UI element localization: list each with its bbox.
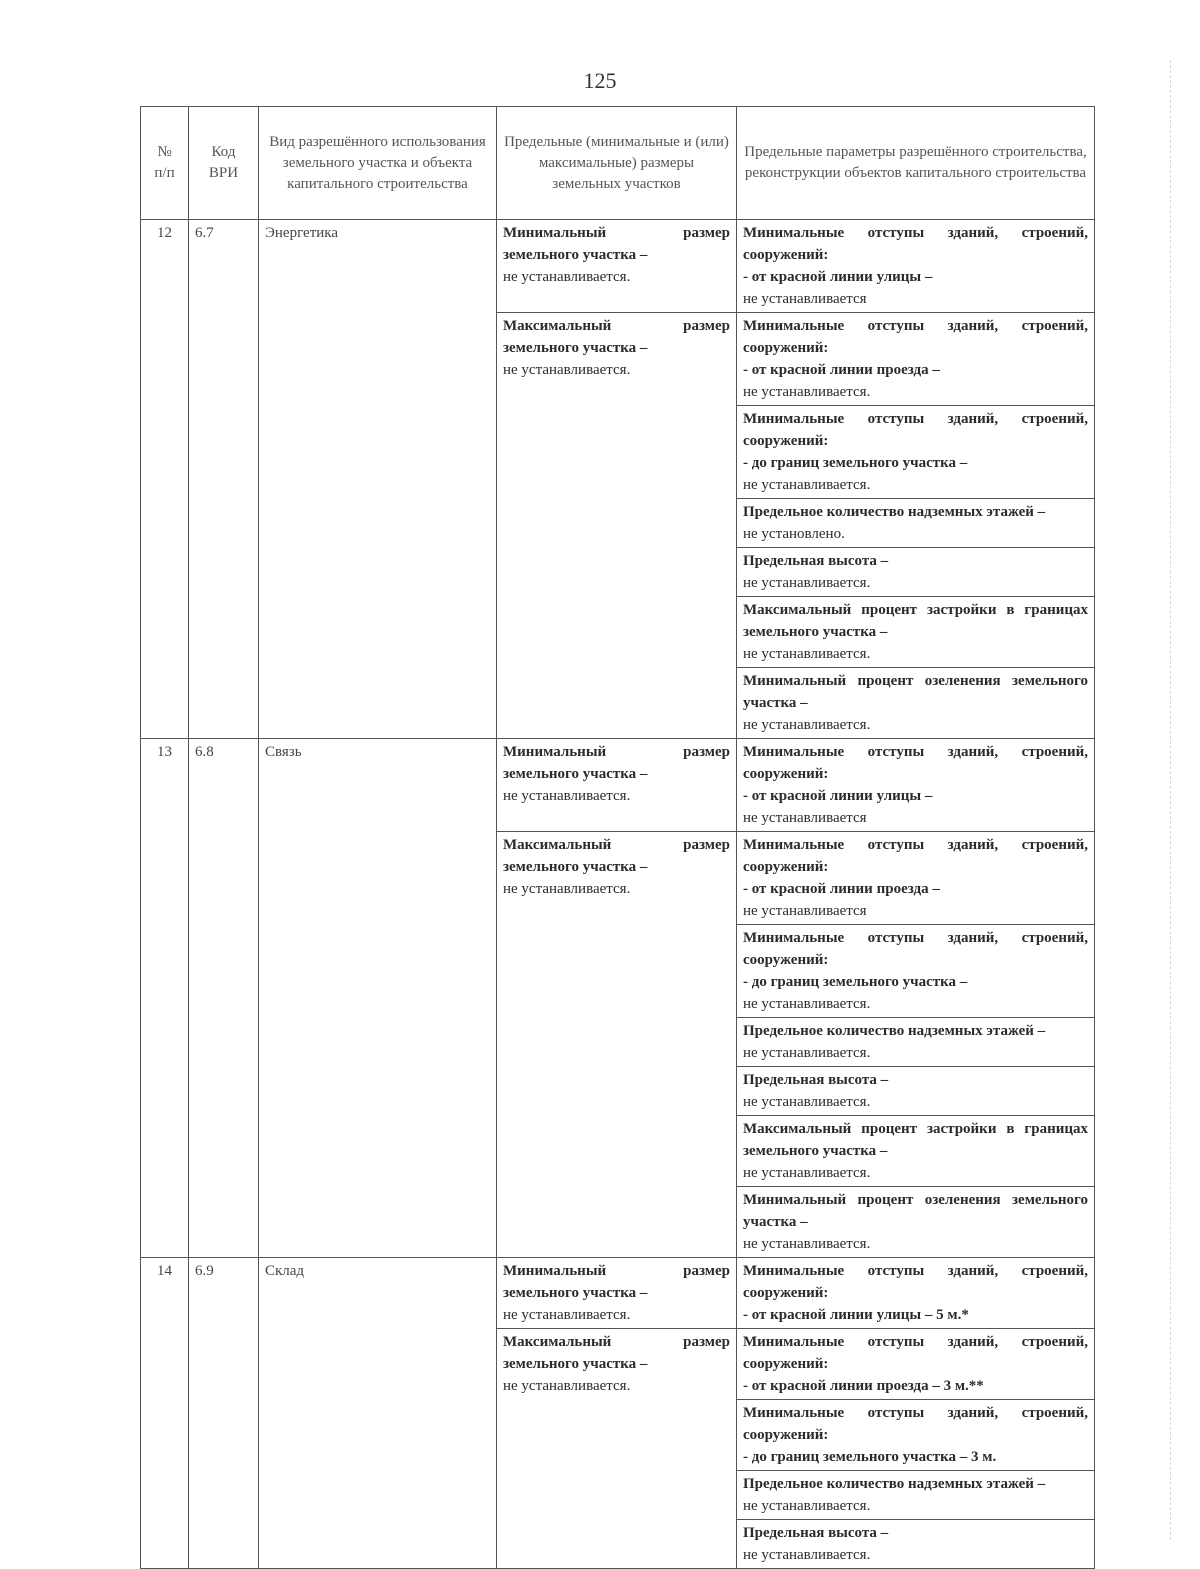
param-value: не устанавливается. [743, 575, 871, 591]
param-label: Предельное количество надземных этажей – [743, 1023, 1046, 1039]
param-value: не устанавливается. [743, 1498, 871, 1514]
param-value: не устанавливается [743, 291, 867, 307]
row-use-name: Склад [259, 1258, 497, 1569]
param-value: не устанавливается. [743, 477, 871, 493]
header-num: № п/п [141, 107, 189, 220]
min-size-label: Минимальный размер земельного участка – [503, 225, 730, 263]
param-label: Максимальный процент застройки в границах земельного участка – [743, 1121, 1088, 1159]
param-sublabel: - до границ земельного участка – [743, 455, 968, 471]
min-size-label: Минимальный размер земельного участка – [503, 1263, 730, 1301]
param-cell [737, 1187, 1095, 1258]
table-row [141, 739, 1095, 832]
param-label: Минимальные отступы зданий, строений, сооружений: [743, 1405, 1088, 1443]
row-number: 13 [141, 739, 189, 1258]
param-value: не устанавливается [743, 903, 867, 919]
max-size-label: Максимальный размер земельного участка – [503, 837, 730, 875]
param-cell [737, 1471, 1095, 1520]
max-size-label: Максимальный размер земельного участка – [503, 1334, 730, 1372]
param-value: не устанавливается. [743, 646, 871, 662]
min-size-value: не устанавливается. [503, 788, 631, 804]
param-value: не устанавливается [743, 810, 867, 826]
row-use-name: Связь [259, 739, 497, 1258]
header-params: Предельные параметры разрешённого строительства, реконструкции объектов капитального строительства [737, 107, 1095, 220]
param-value: не устанавливается. [743, 996, 871, 1012]
min-size-value: не устанавливается. [503, 1307, 631, 1323]
param-label: Минимальные отступы зданий, строений, сооружений: [743, 930, 1088, 968]
max-size-cell [497, 1329, 737, 1569]
min-size-value: не устанавливается. [503, 269, 631, 285]
header-size: Предельные (минимальные и (или) максимальные) размеры земельных участков [497, 107, 737, 220]
scan-edge-line [1170, 60, 1172, 1540]
max-size-value: не устанавливается. [503, 1378, 631, 1394]
page-number: 125 [583, 68, 617, 93]
param-cell [737, 220, 1095, 313]
param-sublabel: - от красной линии улицы – [743, 269, 933, 285]
param-label: Минимальные отступы зданий, строений, сооружений: [743, 1334, 1088, 1372]
param-sublabel: - до границ земельного участка – 3 м. [743, 1449, 997, 1465]
param-cell [737, 597, 1095, 668]
param-label: Предельная высота – [743, 1525, 889, 1541]
param-value: не установлено. [743, 526, 845, 542]
param-value: не устанавливается. [743, 1547, 871, 1563]
param-sublabel: - до границ земельного участка – [743, 974, 968, 990]
row-code: 6.7 [189, 220, 259, 739]
param-label: Минимальные отступы зданий, строений, сооружений: [743, 837, 1088, 875]
max-size-value: не устанавливается. [503, 362, 631, 378]
param-cell [737, 548, 1095, 597]
param-value: не устанавливается. [743, 1165, 871, 1181]
param-sublabel: - от красной линии проезда – [743, 362, 940, 378]
param-cell [737, 1018, 1095, 1067]
param-cell [737, 1116, 1095, 1187]
param-label: Предельное количество надземных этажей – [743, 504, 1046, 520]
param-label: Минимальный процент озеленения земельного участка – [743, 673, 1088, 711]
param-cell [737, 1329, 1095, 1400]
min-size-cell [497, 220, 737, 313]
param-value: не устанавливается. [743, 1045, 871, 1061]
min-size-label: Минимальный размер земельного участка – [503, 744, 730, 782]
param-cell [737, 739, 1095, 832]
param-cell [737, 1520, 1095, 1569]
param-cell [737, 1400, 1095, 1471]
param-label: Предельное количество надземных этажей – [743, 1476, 1046, 1492]
param-label: Минимальные отступы зданий, строений, сооружений: [743, 1263, 1088, 1301]
param-sublabel: - от красной линии улицы – 5 м.* [743, 1307, 969, 1323]
param-cell [737, 499, 1095, 548]
param-cell [737, 1258, 1095, 1329]
max-size-cell [497, 313, 737, 739]
param-label: Минимальные отступы зданий, строений, сооружений: [743, 744, 1088, 782]
param-cell [737, 313, 1095, 406]
row-code: 6.9 [189, 1258, 259, 1569]
param-cell [737, 832, 1095, 925]
row-number: 14 [141, 1258, 189, 1569]
min-size-cell [497, 1258, 737, 1329]
table-row [141, 1258, 1095, 1329]
param-value: не устанавливается. [743, 384, 871, 400]
header-code: Код ВРИ [189, 107, 259, 220]
header-name: Вид разрешённого использования земельного участка и объекта капитального строительства [259, 107, 497, 220]
regulations-table [140, 106, 1095, 1569]
min-size-cell [497, 739, 737, 832]
param-cell [737, 925, 1095, 1018]
param-sublabel: - от красной линии улицы – [743, 788, 933, 804]
table-row [141, 220, 1095, 313]
param-label: Минимальные отступы зданий, строений, сооружений: [743, 318, 1088, 356]
row-number: 12 [141, 220, 189, 739]
param-label: Предельная высота – [743, 1072, 889, 1088]
param-sublabel: - от красной линии проезда – 3 м.** [743, 1378, 984, 1394]
param-label: Минимальный процент озеленения земельного участка – [743, 1192, 1088, 1230]
max-size-value: не устанавливается. [503, 881, 631, 897]
param-cell [737, 668, 1095, 739]
param-label: Предельная высота – [743, 553, 889, 569]
param-sublabel: - от красной линии проезда – [743, 881, 940, 897]
param-cell [737, 1067, 1095, 1116]
param-label: Минимальные отступы зданий, строений, сооружений: [743, 225, 1088, 263]
param-value: не устанавливается. [743, 1236, 871, 1252]
row-use-name: Энергетика [259, 220, 497, 739]
max-size-cell [497, 832, 737, 1258]
param-label: Максимальный процент застройки в границах земельного участка – [743, 602, 1088, 640]
table-header-row [141, 107, 1095, 220]
param-cell [737, 406, 1095, 499]
param-value: не устанавливается. [743, 717, 871, 733]
param-value: не устанавливается. [743, 1094, 871, 1110]
param-label: Минимальные отступы зданий, строений, сооружений: [743, 411, 1088, 449]
max-size-label: Максимальный размер земельного участка – [503, 318, 730, 356]
row-code: 6.8 [189, 739, 259, 1258]
